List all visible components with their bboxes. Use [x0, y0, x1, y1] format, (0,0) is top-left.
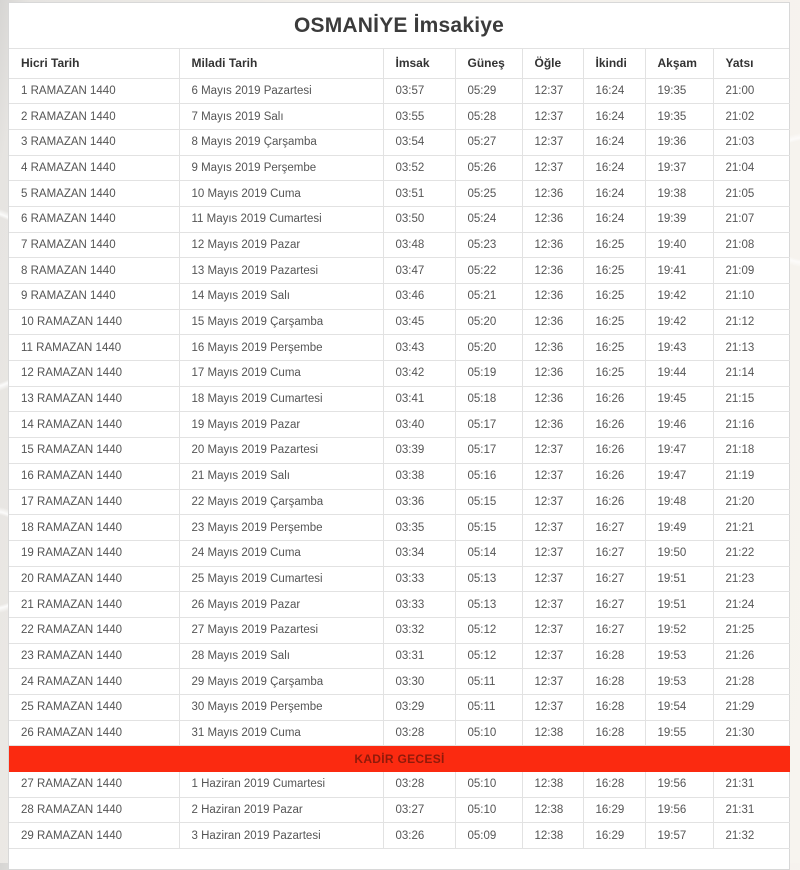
- cell-ikindi: 16:27: [583, 566, 645, 592]
- cell-ikindi: 16:25: [583, 258, 645, 284]
- cell-gunes: 05:17: [455, 438, 522, 464]
- cell-yatsi: 21:00: [713, 78, 790, 104]
- cell-yatsi: 21:26: [713, 643, 790, 669]
- cell-miladi: 26 Mayıs 2019 Pazar: [179, 592, 383, 618]
- cell-imsak: 03:36: [383, 489, 455, 515]
- cell-ogle: 12:38: [522, 797, 583, 823]
- cell-imsak: 03:26: [383, 823, 455, 849]
- cell-ogle: 12:36: [522, 361, 583, 387]
- cell-aksam: 19:41: [645, 258, 713, 284]
- cell-imsak: 03:33: [383, 592, 455, 618]
- cell-aksam: 19:50: [645, 540, 713, 566]
- cell-hicri: 29 RAMAZAN 1440: [9, 823, 179, 849]
- cell-aksam: 19:40: [645, 232, 713, 258]
- cell-ogle: 12:37: [522, 617, 583, 643]
- cell-aksam: 19:56: [645, 772, 713, 798]
- cell-miladi: 28 Mayıs 2019 Salı: [179, 643, 383, 669]
- cell-hicri: 8 RAMAZAN 1440: [9, 258, 179, 284]
- cell-yatsi: 21:12: [713, 309, 790, 335]
- cell-imsak: 03:33: [383, 566, 455, 592]
- cell-yatsi: 21:29: [713, 695, 790, 721]
- prayer-times-row: [9, 78, 790, 104]
- prayer-times-row: [9, 206, 790, 232]
- cell-imsak: 03:39: [383, 438, 455, 464]
- cell-ogle: 12:37: [522, 566, 583, 592]
- cell-hicri: 5 RAMAZAN 1440: [9, 181, 179, 207]
- cell-ogle: 12:36: [522, 232, 583, 258]
- cell-ogle: 12:37: [522, 669, 583, 695]
- kadir-gecesi-label: KADİR GECESİ: [9, 746, 790, 772]
- cell-ogle: 12:36: [522, 284, 583, 310]
- cell-aksam: 19:47: [645, 438, 713, 464]
- prayer-times-row: [9, 284, 790, 310]
- prayer-times-row: [9, 129, 790, 155]
- cell-hicri: 20 RAMAZAN 1440: [9, 566, 179, 592]
- cell-gunes: 05:10: [455, 797, 522, 823]
- prayer-times-row: [9, 232, 790, 258]
- cell-ikindi: 16:24: [583, 129, 645, 155]
- cell-ikindi: 16:24: [583, 181, 645, 207]
- cell-hicri: 10 RAMAZAN 1440: [9, 309, 179, 335]
- column-header-miladi-tarih: Miladi Tarih: [179, 49, 383, 78]
- cell-hicri: 21 RAMAZAN 1440: [9, 592, 179, 618]
- cell-aksam: 19:46: [645, 412, 713, 438]
- cell-hicri: 7 RAMAZAN 1440: [9, 232, 179, 258]
- cell-ikindi: 16:26: [583, 438, 645, 464]
- cell-ogle: 12:37: [522, 515, 583, 541]
- cell-aksam: 19:38: [645, 181, 713, 207]
- cell-imsak: 03:42: [383, 361, 455, 387]
- cell-ikindi: 16:28: [583, 695, 645, 721]
- cell-ikindi: 16:27: [583, 617, 645, 643]
- prayer-times-row: [9, 669, 790, 695]
- cell-aksam: 19:56: [645, 797, 713, 823]
- prayer-times-row: [9, 438, 790, 464]
- cell-ikindi: 16:25: [583, 335, 645, 361]
- cell-aksam: 19:53: [645, 643, 713, 669]
- cell-imsak: 03:29: [383, 695, 455, 721]
- cell-miladi: 25 Mayıs 2019 Cumartesi: [179, 566, 383, 592]
- cell-ogle: 12:37: [522, 78, 583, 104]
- cell-miladi: 31 Mayıs 2019 Cuma: [179, 720, 383, 746]
- cell-ogle: 12:36: [522, 412, 583, 438]
- cell-ogle: 12:36: [522, 309, 583, 335]
- imsakiye-table-body: [9, 78, 790, 849]
- cell-miladi: 22 Mayıs 2019 Çarşamba: [179, 489, 383, 515]
- cell-ikindi: 16:28: [583, 720, 645, 746]
- cell-gunes: 05:25: [455, 181, 522, 207]
- cell-yatsi: 21:28: [713, 669, 790, 695]
- cell-yatsi: 21:04: [713, 155, 790, 181]
- cell-hicri: 23 RAMAZAN 1440: [9, 643, 179, 669]
- cell-imsak: 03:47: [383, 258, 455, 284]
- cell-aksam: 19:57: [645, 823, 713, 849]
- cell-ikindi: 16:25: [583, 361, 645, 387]
- cell-miladi: 3 Haziran 2019 Pazartesi: [179, 823, 383, 849]
- cell-aksam: 19:55: [645, 720, 713, 746]
- cell-imsak: 03:38: [383, 463, 455, 489]
- cell-ikindi: 16:24: [583, 104, 645, 130]
- cell-ikindi: 16:25: [583, 309, 645, 335]
- cell-ikindi: 16:24: [583, 206, 645, 232]
- cell-aksam: 19:53: [645, 669, 713, 695]
- cell-yatsi: 21:21: [713, 515, 790, 541]
- cell-gunes: 05:29: [455, 78, 522, 104]
- cell-imsak: 03:28: [383, 720, 455, 746]
- cell-imsak: 03:41: [383, 386, 455, 412]
- cell-imsak: 03:55: [383, 104, 455, 130]
- cell-miladi: 13 Mayıs 2019 Pazartesi: [179, 258, 383, 284]
- cell-aksam: 19:44: [645, 361, 713, 387]
- cell-ogle: 12:36: [522, 335, 583, 361]
- cell-miladi: 11 Mayıs 2019 Cumartesi: [179, 206, 383, 232]
- prayer-times-row: [9, 309, 790, 335]
- prayer-times-row: [9, 566, 790, 592]
- cell-yatsi: 21:13: [713, 335, 790, 361]
- cell-yatsi: 21:10: [713, 284, 790, 310]
- cell-aksam: 19:52: [645, 617, 713, 643]
- prayer-times-row: [9, 797, 790, 823]
- cell-hicri: 25 RAMAZAN 1440: [9, 695, 179, 721]
- cell-hicri: 28 RAMAZAN 1440: [9, 797, 179, 823]
- cell-aksam: 19:45: [645, 386, 713, 412]
- cell-miladi: 27 Mayıs 2019 Pazartesi: [179, 617, 383, 643]
- cell-imsak: 03:40: [383, 412, 455, 438]
- cell-gunes: 05:12: [455, 617, 522, 643]
- cell-ikindi: 16:29: [583, 823, 645, 849]
- prayer-times-row: [9, 489, 790, 515]
- cell-gunes: 05:20: [455, 309, 522, 335]
- page-title: OSMANİYE İmsakiye: [9, 3, 789, 49]
- cell-imsak: 03:30: [383, 669, 455, 695]
- prayer-times-row: [9, 335, 790, 361]
- cell-hicri: 17 RAMAZAN 1440: [9, 489, 179, 515]
- cell-yatsi: 21:25: [713, 617, 790, 643]
- cell-hicri: 27 RAMAZAN 1440: [9, 772, 179, 798]
- prayer-times-row: [9, 181, 790, 207]
- cell-miladi: 21 Mayıs 2019 Salı: [179, 463, 383, 489]
- cell-aksam: 19:35: [645, 104, 713, 130]
- cell-ogle: 12:36: [522, 258, 583, 284]
- cell-ikindi: 16:25: [583, 284, 645, 310]
- cell-gunes: 05:19: [455, 361, 522, 387]
- cell-miladi: 2 Haziran 2019 Pazar: [179, 797, 383, 823]
- cell-yatsi: 21:03: [713, 129, 790, 155]
- cell-imsak: 03:35: [383, 515, 455, 541]
- cell-imsak: 03:27: [383, 797, 455, 823]
- prayer-times-row: [9, 617, 790, 643]
- cell-miladi: 15 Mayıs 2019 Çarşamba: [179, 309, 383, 335]
- cell-imsak: 03:54: [383, 129, 455, 155]
- cell-yatsi: 21:22: [713, 540, 790, 566]
- cell-aksam: 19:43: [645, 335, 713, 361]
- cell-aksam: 19:36: [645, 129, 713, 155]
- cell-yatsi: 21:07: [713, 206, 790, 232]
- cell-gunes: 05:28: [455, 104, 522, 130]
- cell-ogle: 12:37: [522, 695, 583, 721]
- cell-hicri: 16 RAMAZAN 1440: [9, 463, 179, 489]
- cell-ikindi: 16:28: [583, 643, 645, 669]
- cell-aksam: 19:39: [645, 206, 713, 232]
- cell-ikindi: 16:27: [583, 592, 645, 618]
- cell-imsak: 03:28: [383, 772, 455, 798]
- cell-aksam: 19:42: [645, 309, 713, 335]
- cell-imsak: 03:43: [383, 335, 455, 361]
- cell-hicri: 2 RAMAZAN 1440: [9, 104, 179, 130]
- cell-miladi: 1 Haziran 2019 Cumartesi: [179, 772, 383, 798]
- cell-ikindi: 16:27: [583, 515, 645, 541]
- cell-miladi: 23 Mayıs 2019 Perşembe: [179, 515, 383, 541]
- prayer-times-row: [9, 695, 790, 721]
- cell-gunes: 05:22: [455, 258, 522, 284]
- prayer-times-row: [9, 540, 790, 566]
- cell-aksam: 19:54: [645, 695, 713, 721]
- column-header-aksam: Akşam: [645, 49, 713, 78]
- cell-ogle: 12:37: [522, 592, 583, 618]
- cell-ogle: 12:37: [522, 643, 583, 669]
- cell-ikindi: 16:26: [583, 386, 645, 412]
- cell-gunes: 05:18: [455, 386, 522, 412]
- cell-hicri: 19 RAMAZAN 1440: [9, 540, 179, 566]
- cell-gunes: 05:10: [455, 772, 522, 798]
- kadir-gecesi-banner-row: [9, 746, 790, 772]
- cell-yatsi: 21:18: [713, 438, 790, 464]
- cell-imsak: 03:46: [383, 284, 455, 310]
- prayer-times-row: [9, 720, 790, 746]
- cell-hicri: 6 RAMAZAN 1440: [9, 206, 179, 232]
- cell-ikindi: 16:28: [583, 772, 645, 798]
- prayer-times-row: [9, 772, 790, 798]
- cell-miladi: 29 Mayıs 2019 Çarşamba: [179, 669, 383, 695]
- cell-miladi: 24 Mayıs 2019 Cuma: [179, 540, 383, 566]
- column-header-ogle: Öğle: [522, 49, 583, 78]
- cell-hicri: 26 RAMAZAN 1440: [9, 720, 179, 746]
- column-header-gunes: Güneş: [455, 49, 522, 78]
- cell-gunes: 05:11: [455, 669, 522, 695]
- cell-miladi: 16 Mayıs 2019 Perşembe: [179, 335, 383, 361]
- prayer-times-row: [9, 104, 790, 130]
- cell-ogle: 12:37: [522, 489, 583, 515]
- cell-gunes: 05:24: [455, 206, 522, 232]
- cell-hicri: 24 RAMAZAN 1440: [9, 669, 179, 695]
- cell-miladi: 30 Mayıs 2019 Perşembe: [179, 695, 383, 721]
- cell-gunes: 05:10: [455, 720, 522, 746]
- prayer-times-row: [9, 463, 790, 489]
- cell-hicri: 12 RAMAZAN 1440: [9, 361, 179, 387]
- cell-aksam: 19:35: [645, 78, 713, 104]
- cell-imsak: 03:51: [383, 181, 455, 207]
- cell-yatsi: 21:05: [713, 181, 790, 207]
- prayer-times-row: [9, 592, 790, 618]
- cell-miladi: 9 Mayıs 2019 Perşembe: [179, 155, 383, 181]
- prayer-times-row: [9, 643, 790, 669]
- cell-hicri: 15 RAMAZAN 1440: [9, 438, 179, 464]
- cell-gunes: 05:15: [455, 515, 522, 541]
- cell-aksam: 19:48: [645, 489, 713, 515]
- cell-yatsi: 21:24: [713, 592, 790, 618]
- cell-yatsi: 21:23: [713, 566, 790, 592]
- column-header-yatsi: Yatsı: [713, 49, 790, 78]
- cell-imsak: 03:34: [383, 540, 455, 566]
- cell-hicri: 9 RAMAZAN 1440: [9, 284, 179, 310]
- cell-hicri: 18 RAMAZAN 1440: [9, 515, 179, 541]
- cell-hicri: 22 RAMAZAN 1440: [9, 617, 179, 643]
- cell-yatsi: 21:32: [713, 823, 790, 849]
- cell-hicri: 13 RAMAZAN 1440: [9, 386, 179, 412]
- cell-yatsi: 21:31: [713, 797, 790, 823]
- cell-ikindi: 16:29: [583, 797, 645, 823]
- cell-ikindi: 16:26: [583, 489, 645, 515]
- cell-ogle: 12:37: [522, 104, 583, 130]
- cell-yatsi: 21:20: [713, 489, 790, 515]
- cell-gunes: 05:14: [455, 540, 522, 566]
- cell-gunes: 05:16: [455, 463, 522, 489]
- cell-gunes: 05:23: [455, 232, 522, 258]
- cell-yatsi: 21:15: [713, 386, 790, 412]
- cell-aksam: 19:51: [645, 566, 713, 592]
- cell-ikindi: 16:24: [583, 78, 645, 104]
- prayer-times-row: [9, 361, 790, 387]
- cell-ikindi: 16:26: [583, 463, 645, 489]
- cell-yatsi: 21:02: [713, 104, 790, 130]
- cell-imsak: 03:45: [383, 309, 455, 335]
- prayer-times-row: [9, 412, 790, 438]
- prayer-times-row: [9, 155, 790, 181]
- cell-miladi: 6 Mayıs 2019 Pazartesi: [179, 78, 383, 104]
- cell-aksam: 19:42: [645, 284, 713, 310]
- prayer-times-table: [9, 49, 790, 849]
- cell-yatsi: 21:19: [713, 463, 790, 489]
- cell-imsak: 03:32: [383, 617, 455, 643]
- table-header-row: [9, 49, 790, 78]
- cell-ikindi: 16:28: [583, 669, 645, 695]
- cell-imsak: 03:52: [383, 155, 455, 181]
- cell-yatsi: 21:31: [713, 772, 790, 798]
- cell-hicri: 3 RAMAZAN 1440: [9, 129, 179, 155]
- cell-ogle: 12:37: [522, 463, 583, 489]
- column-header-ikindi: İkindi: [583, 49, 645, 78]
- cell-miladi: 7 Mayıs 2019 Salı: [179, 104, 383, 130]
- cell-miladi: 18 Mayıs 2019 Cumartesi: [179, 386, 383, 412]
- cell-imsak: 03:31: [383, 643, 455, 669]
- cell-ikindi: 16:25: [583, 232, 645, 258]
- cell-ogle: 12:38: [522, 772, 583, 798]
- prayer-times-row: [9, 515, 790, 541]
- cell-gunes: 05:09: [455, 823, 522, 849]
- cell-ogle: 12:36: [522, 386, 583, 412]
- cell-aksam: 19:37: [645, 155, 713, 181]
- cell-ogle: 12:37: [522, 540, 583, 566]
- prayer-times-row: [9, 823, 790, 849]
- prayer-times-row: [9, 258, 790, 284]
- cell-yatsi: 21:30: [713, 720, 790, 746]
- cell-ikindi: 16:24: [583, 155, 645, 181]
- cell-yatsi: 21:08: [713, 232, 790, 258]
- cell-aksam: 19:47: [645, 463, 713, 489]
- cell-ogle: 12:37: [522, 129, 583, 155]
- cell-hicri: 14 RAMAZAN 1440: [9, 412, 179, 438]
- cell-yatsi: 21:14: [713, 361, 790, 387]
- cell-miladi: 20 Mayıs 2019 Pazartesi: [179, 438, 383, 464]
- column-header-imsak: İmsak: [383, 49, 455, 78]
- cell-gunes: 05:11: [455, 695, 522, 721]
- cell-miladi: 19 Mayıs 2019 Pazar: [179, 412, 383, 438]
- cell-imsak: 03:48: [383, 232, 455, 258]
- cell-miladi: 14 Mayıs 2019 Salı: [179, 284, 383, 310]
- cell-yatsi: 21:16: [713, 412, 790, 438]
- cell-gunes: 05:21: [455, 284, 522, 310]
- cell-miladi: 17 Mayıs 2019 Cuma: [179, 361, 383, 387]
- cell-ogle: 12:37: [522, 155, 583, 181]
- cell-aksam: 19:51: [645, 592, 713, 618]
- cell-gunes: 05:26: [455, 155, 522, 181]
- cell-ikindi: 16:26: [583, 412, 645, 438]
- cell-ogle: 12:37: [522, 438, 583, 464]
- cell-yatsi: 21:09: [713, 258, 790, 284]
- cell-hicri: 1 RAMAZAN 1440: [9, 78, 179, 104]
- cell-gunes: 05:13: [455, 592, 522, 618]
- cell-miladi: 8 Mayıs 2019 Çarşamba: [179, 129, 383, 155]
- imsakiye-card: [8, 2, 790, 870]
- cell-gunes: 05:17: [455, 412, 522, 438]
- cell-hicri: 11 RAMAZAN 1440: [9, 335, 179, 361]
- cell-ogle: 12:36: [522, 206, 583, 232]
- cell-gunes: 05:27: [455, 129, 522, 155]
- cell-imsak: 03:57: [383, 78, 455, 104]
- cell-aksam: 19:49: [645, 515, 713, 541]
- cell-ikindi: 16:27: [583, 540, 645, 566]
- cell-miladi: 10 Mayıs 2019 Cuma: [179, 181, 383, 207]
- cell-gunes: 05:13: [455, 566, 522, 592]
- cell-ogle: 12:38: [522, 823, 583, 849]
- cell-ogle: 12:38: [522, 720, 583, 746]
- cell-gunes: 05:20: [455, 335, 522, 361]
- cell-hicri: 4 RAMAZAN 1440: [9, 155, 179, 181]
- cell-ogle: 12:36: [522, 181, 583, 207]
- prayer-times-row: [9, 386, 790, 412]
- cell-gunes: 05:15: [455, 489, 522, 515]
- cell-imsak: 03:50: [383, 206, 455, 232]
- cell-miladi: 12 Mayıs 2019 Pazar: [179, 232, 383, 258]
- cell-gunes: 05:12: [455, 643, 522, 669]
- column-header-hicri-tarih: Hicri Tarih: [9, 49, 179, 78]
